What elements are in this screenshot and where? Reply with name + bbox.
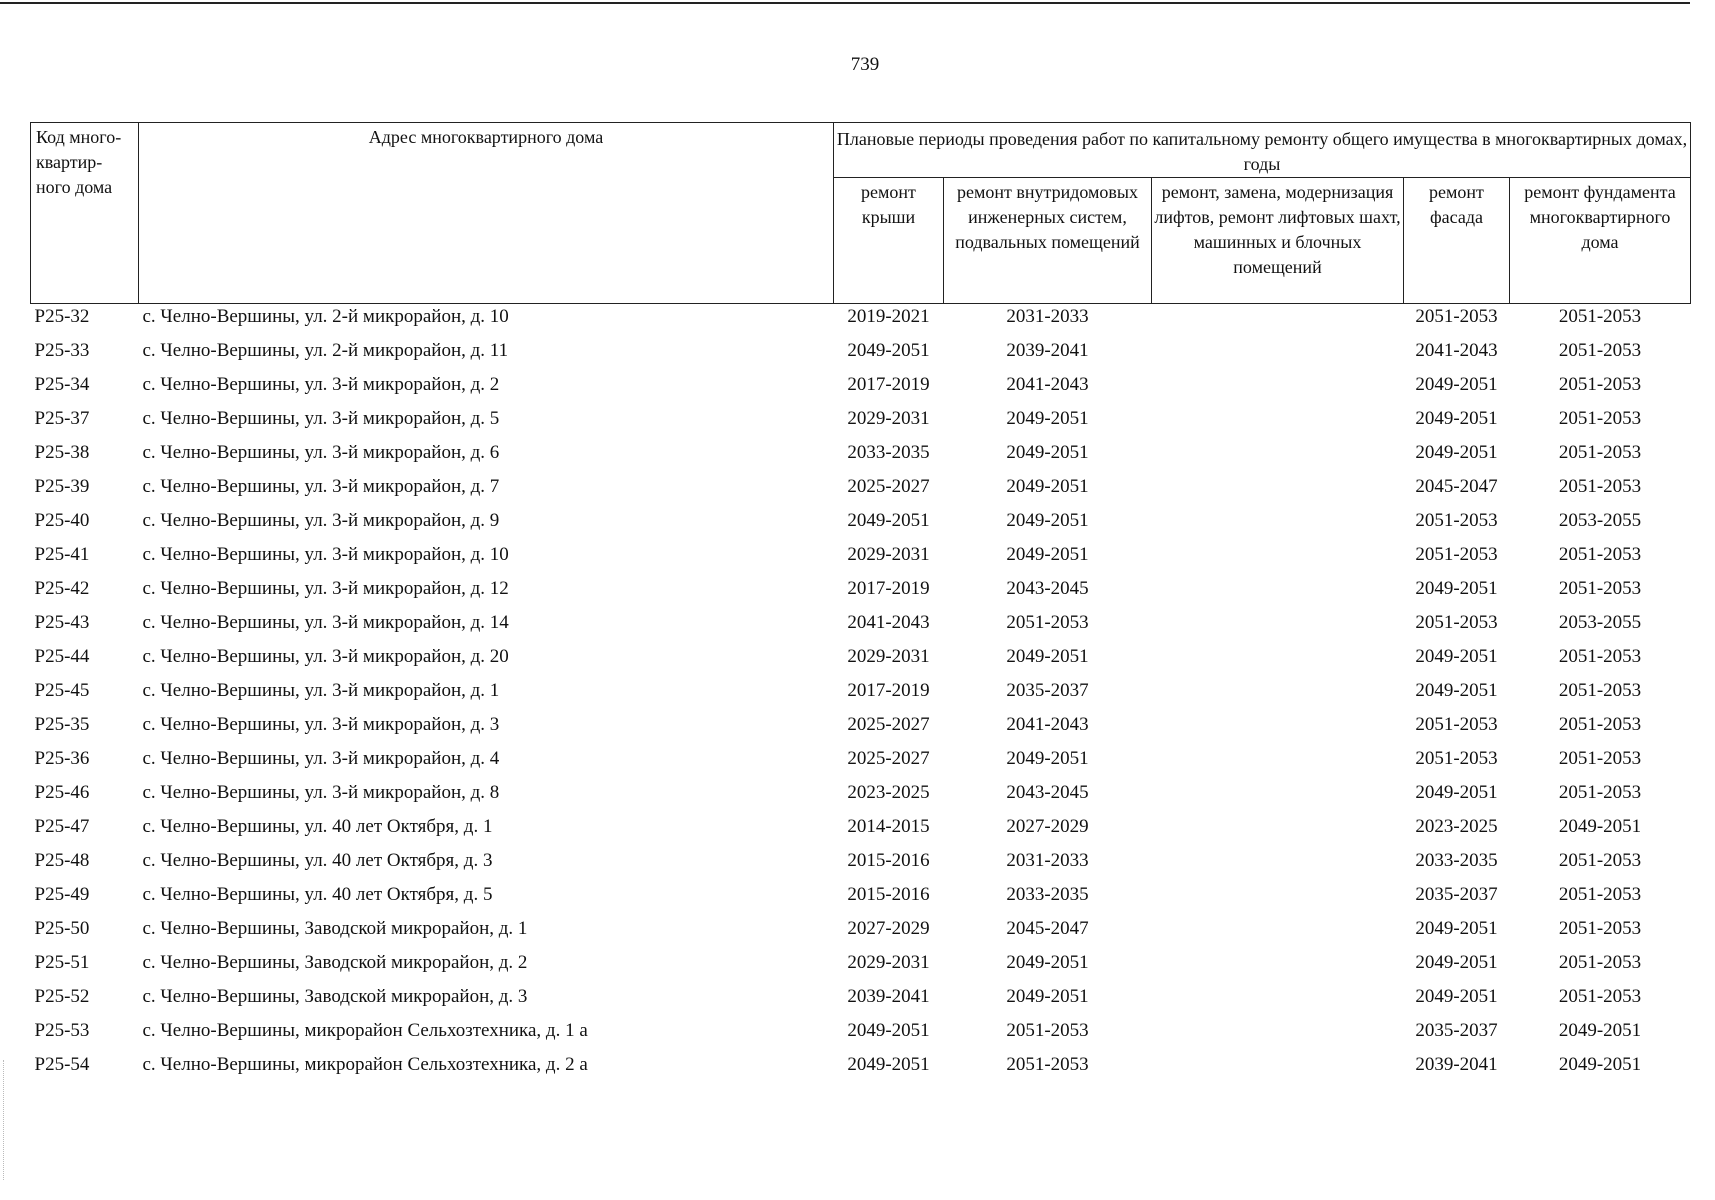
table-body (31, 304, 1691, 1087)
cell-engineering: 2033-2035 (1006, 884, 1089, 905)
cell-elevators (1152, 1052, 1404, 1086)
cell-elevators (1152, 508, 1404, 542)
cell-roof: 2014-2015 (847, 816, 930, 837)
repair-schedule-table-wrap (30, 122, 1690, 1086)
header-periods: Плановые периоды проведения работ по капитальному ремонту общего имущества в многоквартирных домах, годы (834, 123, 1691, 178)
table-row (31, 814, 1691, 848)
cell-code: Р25-36 (34, 748, 90, 769)
cell-foundation: 2051-2053 (1558, 646, 1642, 667)
cell-roof: 2025-2027 (847, 476, 930, 497)
cell-code: Р25-37 (34, 408, 90, 429)
table-row (31, 848, 1691, 882)
cell-elevators (1152, 1018, 1404, 1052)
cell-foundation: 2051-2053 (1558, 408, 1642, 429)
margin-dots (3, 1060, 6, 1180)
cell-address: с. Челно-Вершины, ул. 2-й микрорайон, д. 10 (142, 306, 509, 327)
table-row (31, 542, 1691, 576)
cell-engineering: 2049-2051 (1006, 748, 1089, 769)
cell-engineering: 2051-2053 (1006, 1020, 1089, 1041)
cell-elevators (1152, 712, 1404, 746)
cell-roof: 2029-2031 (847, 544, 930, 565)
header-facade: ремонт фасада (1404, 178, 1510, 304)
cell-code: Р25-35 (34, 714, 90, 735)
cell-foundation: 2051-2053 (1558, 306, 1642, 327)
cell-engineering: 2041-2043 (1006, 714, 1089, 735)
header-engineering: ремонт внутридомовых инженерных систем, подвальных помещений (944, 178, 1152, 304)
cell-foundation: 2051-2053 (1558, 850, 1642, 871)
cell-code: Р25-44 (34, 646, 90, 667)
cell-code: Р25-39 (34, 476, 90, 497)
cell-foundation: 2051-2053 (1558, 374, 1642, 395)
cell-code: Р25-40 (34, 510, 90, 531)
cell-engineering: 2049-2051 (1006, 442, 1089, 463)
cell-roof: 2025-2027 (847, 714, 930, 735)
table-row (31, 644, 1691, 678)
cell-engineering: 2043-2045 (1006, 578, 1089, 599)
table-row (31, 780, 1691, 814)
header-roof: ремонт крыши (834, 178, 944, 304)
cell-roof: 2017-2019 (847, 680, 930, 701)
cell-roof: 2017-2019 (847, 374, 930, 395)
cell-foundation: 2051-2053 (1558, 442, 1642, 463)
cell-address: с. Челно-Вершины, ул. 3-й микрорайон, д. 14 (142, 612, 509, 633)
cell-engineering: 2039-2041 (1006, 340, 1089, 361)
cell-facade: 2023-2025 (1415, 816, 1498, 837)
table-row (31, 372, 1691, 406)
cell-code: Р25-50 (34, 918, 90, 939)
cell-elevators (1152, 678, 1404, 712)
cell-facade: 2049-2051 (1415, 952, 1498, 973)
cell-facade: 2051-2053 (1415, 306, 1498, 327)
cell-facade: 2039-2041 (1415, 1054, 1498, 1075)
table-row (31, 916, 1691, 950)
cell-roof: 2049-2051 (847, 510, 930, 531)
cell-address: с. Челно-Вершины, ул. 3-й микрорайон, д. 10 (142, 544, 509, 565)
cell-address: с. Челно-Вершины, Заводской микрорайон, д. 2 (142, 952, 528, 973)
cell-facade: 2051-2053 (1415, 612, 1498, 633)
cell-roof: 2029-2031 (847, 952, 930, 973)
cell-roof: 2049-2051 (847, 340, 930, 361)
cell-elevators (1152, 304, 1404, 339)
cell-facade: 2049-2051 (1415, 374, 1498, 395)
cell-address: с. Челно-Вершины, ул. 3-й микрорайон, д. 7 (142, 476, 500, 497)
cell-elevators (1152, 440, 1404, 474)
header-address: Адрес многоквартирного дома (139, 123, 834, 304)
cell-engineering: 2049-2051 (1006, 646, 1089, 667)
cell-engineering: 2049-2051 (1006, 544, 1089, 565)
cell-engineering: 2035-2037 (1006, 680, 1089, 701)
cell-engineering: 2031-2033 (1006, 850, 1089, 871)
cell-address: с. Челно-Вершины, ул. 40 лет Октября, д. 3 (142, 850, 493, 871)
cell-foundation: 2051-2053 (1558, 714, 1642, 735)
cell-elevators (1152, 474, 1404, 508)
cell-code: Р25-52 (34, 986, 90, 1007)
cell-address: с. Челно-Вершины, ул. 3-й микрорайон, д. 4 (142, 748, 500, 769)
cell-roof: 2015-2016 (847, 850, 930, 871)
cell-foundation: 2051-2053 (1558, 918, 1642, 939)
cell-facade: 2041-2043 (1415, 340, 1498, 361)
table-row (31, 338, 1691, 372)
cell-address: с. Челно-Вершины, ул. 3-й микрорайон, д. 5 (142, 408, 500, 429)
cell-facade: 2049-2051 (1415, 918, 1498, 939)
cell-code: Р25-54 (34, 1054, 90, 1075)
cell-elevators (1152, 814, 1404, 848)
table-row (31, 474, 1691, 508)
cell-code: Р25-51 (34, 952, 90, 973)
cell-engineering: 2043-2045 (1006, 782, 1089, 803)
cell-roof: 2027-2029 (847, 918, 930, 939)
cell-engineering: 2049-2051 (1006, 510, 1089, 531)
cell-roof: 2033-2035 (847, 442, 930, 463)
table-row (31, 304, 1691, 339)
cell-elevators (1152, 882, 1404, 916)
cell-foundation: 2051-2053 (1558, 340, 1642, 361)
cell-roof: 2029-2031 (847, 408, 930, 429)
cell-roof: 2039-2041 (847, 986, 930, 1007)
cell-address: с. Челно-Вершины, ул. 3-й микрорайон, д. 1 (142, 680, 500, 701)
cell-roof: 2017-2019 (847, 578, 930, 599)
cell-elevators (1152, 780, 1404, 814)
cell-address: с. Челно-Вершины, микрорайон Сельхозтехника, д. 2 а (142, 1054, 588, 1075)
cell-engineering: 2049-2051 (1006, 952, 1089, 973)
cell-code: Р25-32 (34, 306, 90, 327)
cell-code: Р25-49 (34, 884, 90, 905)
table-row (31, 1018, 1691, 1052)
table-row (31, 1052, 1691, 1086)
cell-foundation: 2051-2053 (1558, 884, 1642, 905)
cell-address: с. Челно-Вершины, ул. 3-й микрорайон, д. 8 (142, 782, 500, 803)
cell-address: с. Челно-Вершины, ул. 40 лет Октября, д. 1 (142, 816, 493, 837)
header-code: Код много-квартир-ного дома (31, 123, 139, 304)
header-foundation: ремонт фундамента многоквартирного дома (1510, 178, 1691, 304)
cell-engineering: 2027-2029 (1006, 816, 1089, 837)
cell-code: Р25-42 (34, 578, 90, 599)
cell-foundation: 2051-2053 (1558, 476, 1642, 497)
cell-engineering: 2049-2051 (1006, 986, 1089, 1007)
cell-roof: 2025-2027 (847, 748, 930, 769)
cell-engineering: 2051-2053 (1006, 612, 1089, 633)
table-row (31, 576, 1691, 610)
cell-foundation: 2051-2053 (1558, 782, 1642, 803)
cell-engineering: 2041-2043 (1006, 374, 1089, 395)
cell-facade: 2049-2051 (1415, 986, 1498, 1007)
cell-elevators (1152, 610, 1404, 644)
cell-facade: 2045-2047 (1415, 476, 1498, 497)
cell-code: Р25-47 (34, 816, 90, 837)
table-row (31, 882, 1691, 916)
table-row (31, 508, 1691, 542)
cell-facade: 2049-2051 (1415, 442, 1498, 463)
cell-address: с. Челно-Вершины, Заводской микрорайон, д. 3 (142, 986, 528, 1007)
cell-address: с. Челно-Вершины, ул. 3-й микрорайон, д. 6 (142, 442, 500, 463)
cell-roof: 2049-2051 (847, 1054, 930, 1075)
cell-address: с. Челно-Вершины, ул. 3-й микрорайон, д. 20 (142, 646, 509, 667)
cell-engineering: 2031-2033 (1006, 306, 1089, 327)
cell-foundation: 2051-2053 (1558, 952, 1642, 973)
cell-elevators (1152, 338, 1404, 372)
cell-foundation: 2051-2053 (1558, 748, 1642, 769)
cell-elevators (1152, 406, 1404, 440)
cell-address: с. Челно-Вершины, ул. 3-й микрорайон, д. 2 (142, 374, 500, 395)
cell-code: Р25-43 (34, 612, 90, 633)
cell-engineering: 2049-2051 (1006, 408, 1089, 429)
cell-elevators (1152, 542, 1404, 576)
cell-roof: 2015-2016 (847, 884, 930, 905)
cell-roof: 2029-2031 (847, 646, 930, 667)
cell-facade: 2049-2051 (1415, 680, 1498, 701)
cell-facade: 2051-2053 (1415, 544, 1498, 565)
cell-elevators (1152, 372, 1404, 406)
table-row (31, 950, 1691, 984)
cell-address: с. Челно-Вершины, Заводской микрорайон, д. 1 (142, 918, 528, 939)
cell-elevators (1152, 984, 1404, 1018)
cell-facade: 2051-2053 (1415, 714, 1498, 735)
cell-foundation: 2049-2051 (1558, 1054, 1642, 1075)
cell-facade: 2035-2037 (1415, 1020, 1498, 1041)
top-rule (0, 2, 1690, 4)
cell-facade: 2049-2051 (1415, 646, 1498, 667)
repair-schedule-table (30, 122, 1691, 1086)
cell-foundation: 2051-2053 (1558, 986, 1642, 1007)
cell-address: с. Челно-Вершины, ул. 3-й микрорайон, д. 12 (142, 578, 509, 599)
cell-roof: 2019-2021 (847, 306, 930, 327)
cell-engineering: 2049-2051 (1006, 476, 1089, 497)
cell-foundation: 2051-2053 (1558, 680, 1642, 701)
cell-roof: 2023-2025 (847, 782, 930, 803)
cell-elevators (1152, 644, 1404, 678)
cell-foundation: 2049-2051 (1558, 1020, 1642, 1041)
cell-foundation: 2051-2053 (1558, 578, 1642, 599)
cell-code: Р25-46 (34, 782, 90, 803)
table-row (31, 746, 1691, 780)
page-number: 739 (850, 54, 880, 75)
cell-facade: 2033-2035 (1415, 850, 1498, 871)
cell-engineering: 2045-2047 (1006, 918, 1089, 939)
cell-code: Р25-53 (34, 1020, 90, 1041)
cell-code: Р25-48 (34, 850, 90, 871)
cell-facade: 2049-2051 (1415, 408, 1498, 429)
cell-elevators (1152, 916, 1404, 950)
cell-foundation: 2053-2055 (1558, 612, 1642, 633)
cell-address: с. Челно-Вершины, ул. 40 лет Октября, д. 5 (142, 884, 493, 905)
table-row (31, 610, 1691, 644)
cell-elevators (1152, 576, 1404, 610)
cell-roof: 2041-2043 (847, 612, 930, 633)
cell-foundation: 2051-2053 (1558, 544, 1642, 565)
cell-facade: 2049-2051 (1415, 578, 1498, 599)
header-elevators: ремонт, замена, модернизация лифтов, ремонт лифтовых шахт, машинных и блочных помещений (1152, 178, 1404, 304)
cell-address: с. Челно-Вершины, ул. 3-й микрорайон, д. 3 (142, 714, 500, 735)
cell-foundation: 2049-2051 (1558, 816, 1642, 837)
table-row (31, 678, 1691, 712)
cell-elevators (1152, 950, 1404, 984)
table-row (31, 440, 1691, 474)
cell-foundation: 2053-2055 (1558, 510, 1642, 531)
cell-roof: 2049-2051 (847, 1020, 930, 1041)
cell-address: с. Челно-Вершины, ул. 2-й микрорайон, д. 11 (142, 340, 509, 361)
cell-engineering: 2051-2053 (1006, 1054, 1089, 1075)
cell-code: Р25-33 (34, 340, 90, 361)
cell-elevators (1152, 746, 1404, 780)
cell-facade: 2035-2037 (1415, 884, 1498, 905)
cell-code: Р25-38 (34, 442, 90, 463)
cell-address: с. Челно-Вершины, ул. 3-й микрорайон, д. 9 (142, 510, 500, 531)
cell-facade: 2051-2053 (1415, 510, 1498, 531)
cell-elevators (1152, 848, 1404, 882)
cell-code: Р25-45 (34, 680, 90, 701)
cell-facade: 2049-2051 (1415, 782, 1498, 803)
cell-code: Р25-34 (34, 374, 90, 395)
table-row (31, 712, 1691, 746)
cell-facade: 2051-2053 (1415, 748, 1498, 769)
cell-address: с. Челно-Вершины, микрорайон Сельхозтехника, д. 1 а (142, 1020, 588, 1041)
table-row (31, 406, 1691, 440)
cell-code: Р25-41 (34, 544, 90, 565)
table-row (31, 984, 1691, 1018)
